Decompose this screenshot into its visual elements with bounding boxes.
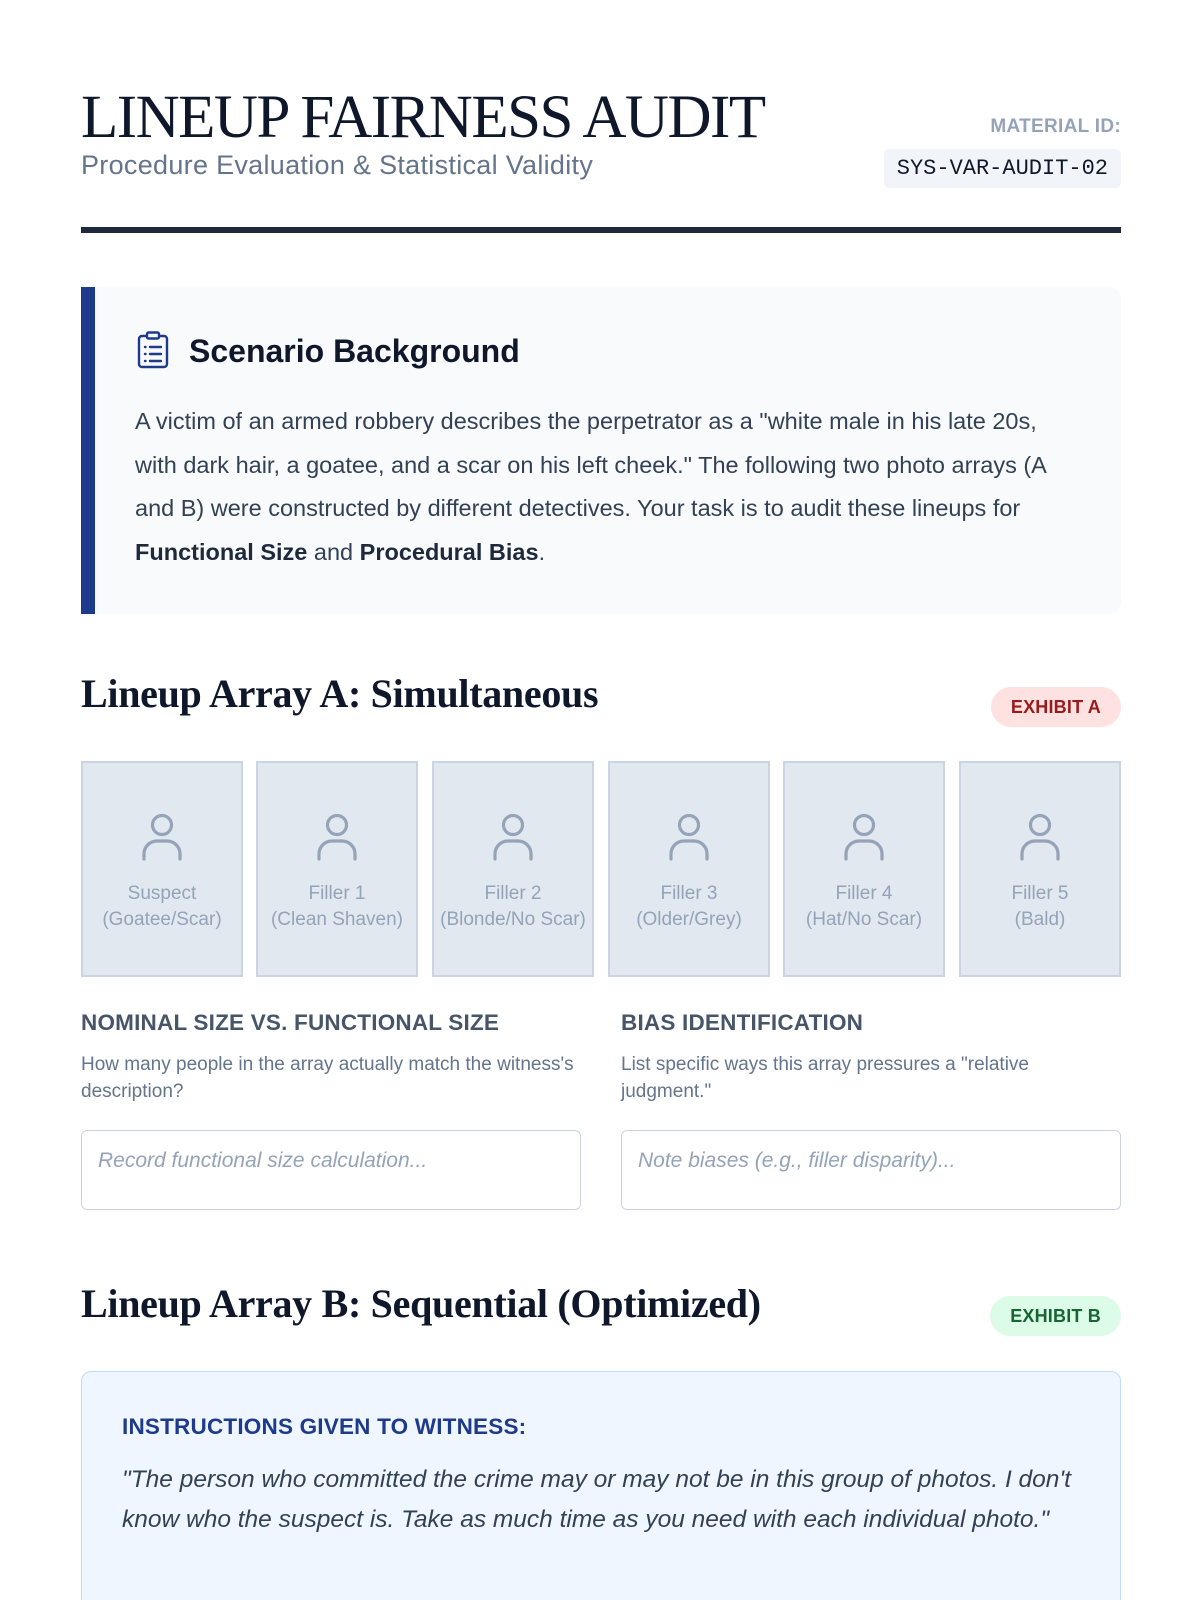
- array-b-title: Lineup Array B: Sequential (Optimized): [81, 1281, 761, 1326]
- scenario-panel: [81, 287, 1121, 614]
- functional-size-input[interactable]: Record functional size calculation...: [81, 1130, 581, 1210]
- document-header: [81, 0, 1121, 236]
- photo-label: Filler 3: [660, 883, 718, 904]
- photo-label: Filler 5: [1011, 883, 1069, 904]
- photo-caption: [610, 881, 768, 933]
- lineup-array-a: [81, 761, 1121, 977]
- photo-note: (Hat/No Scar): [805, 909, 923, 930]
- clipboard-list-icon: [137, 331, 169, 369]
- scenario-text-part1: A victim of an armed robbery describes the perpetrator as a "white male in his late 20s, with dark hair, a goatee, and a scar on his left cheek." The following two photo arrays (A and B) were constructed by different detectives. Your task is to audit these lineups for: [135, 408, 1046, 521]
- functional-size-help: How many people in the array actually match the witness's description?: [81, 1054, 574, 1102]
- witness-instructions-panel: [81, 1371, 1121, 1600]
- person-placeholder-icon: [1019, 813, 1061, 861]
- photo-label: Filler 4: [835, 883, 893, 904]
- functional-size-section: [81, 1010, 581, 1172]
- photo-card-filler-5[interactable]: [959, 761, 1121, 977]
- term-procedural-bias: Procedural Bias: [359, 538, 539, 565]
- scenario-text-part2: and: [307, 538, 360, 565]
- scenario-text: [135, 400, 1085, 574]
- page-subtitle: Procedure Evaluation & Statistical Validity: [81, 150, 594, 180]
- person-placeholder-icon: [141, 813, 183, 861]
- instructions-quote: "The person who committed the crime may or may not be in this group of photos. I don't know who the suspect is. Take as much time as you need with each individual photo.": [122, 1466, 1071, 1533]
- photo-note: (Clean Shaven): [270, 909, 404, 930]
- photo-note: (Blonde/No Scar): [440, 909, 586, 930]
- person-placeholder-icon: [492, 813, 534, 861]
- functional-size-heading: NOMINAL SIZE VS. FUNCTIONAL SIZE: [81, 1010, 500, 1035]
- bias-identification-heading: BIAS IDENTIFICATION: [621, 1010, 864, 1035]
- material-id-value: SYS-VAR-AUDIT-02: [884, 149, 1121, 188]
- photo-card-filler-2[interactable]: [432, 761, 594, 977]
- photo-card-filler-3[interactable]: [608, 761, 770, 977]
- term-functional-size: Functional Size: [135, 538, 308, 565]
- photo-caption: [83, 881, 241, 933]
- photo-caption: [785, 881, 943, 933]
- bias-identification-help: List specific ways this array pressures a "relative judgment.": [621, 1054, 1029, 1102]
- scenario-title: Scenario Background: [189, 333, 520, 369]
- person-placeholder-icon: [316, 813, 358, 861]
- photo-note: (Bald): [1014, 909, 1066, 930]
- photo-caption: [258, 881, 416, 933]
- header-divider: [81, 227, 1121, 233]
- bias-identification-section: [621, 1010, 1121, 1172]
- exhibit-b-badge: EXHIBIT B: [990, 1296, 1121, 1336]
- photo-label: Suspect: [127, 883, 197, 904]
- audit-page: [81, 0, 1121, 1533]
- photo-card-suspect[interactable]: [81, 761, 243, 977]
- photo-note: (Goatee/Scar): [102, 909, 222, 930]
- scenario-text-part3: .: [538, 538, 546, 565]
- photo-card-filler-1[interactable]: [256, 761, 418, 977]
- photo-caption: [434, 881, 592, 933]
- photo-card-filler-4[interactable]: [783, 761, 945, 977]
- array-a-title: Lineup Array A: Simultaneous: [81, 671, 599, 716]
- photo-label: Filler 2: [484, 883, 542, 904]
- person-placeholder-icon: [668, 813, 710, 861]
- person-placeholder-icon: [843, 813, 885, 861]
- instructions-label: INSTRUCTIONS GIVEN TO WITNESS:: [122, 1414, 527, 1439]
- photo-label: Filler 1: [308, 883, 366, 904]
- bias-notes-input[interactable]: Note biases (e.g., filler disparity)...: [621, 1130, 1121, 1210]
- photo-note: (Older/Grey): [636, 909, 742, 930]
- page-title: LINEUP FAIRNESS AUDIT: [81, 84, 765, 151]
- exhibit-a-badge: EXHIBIT A: [991, 687, 1121, 727]
- photo-caption: [961, 881, 1119, 933]
- material-id-label: MATERIAL ID:: [990, 116, 1121, 137]
